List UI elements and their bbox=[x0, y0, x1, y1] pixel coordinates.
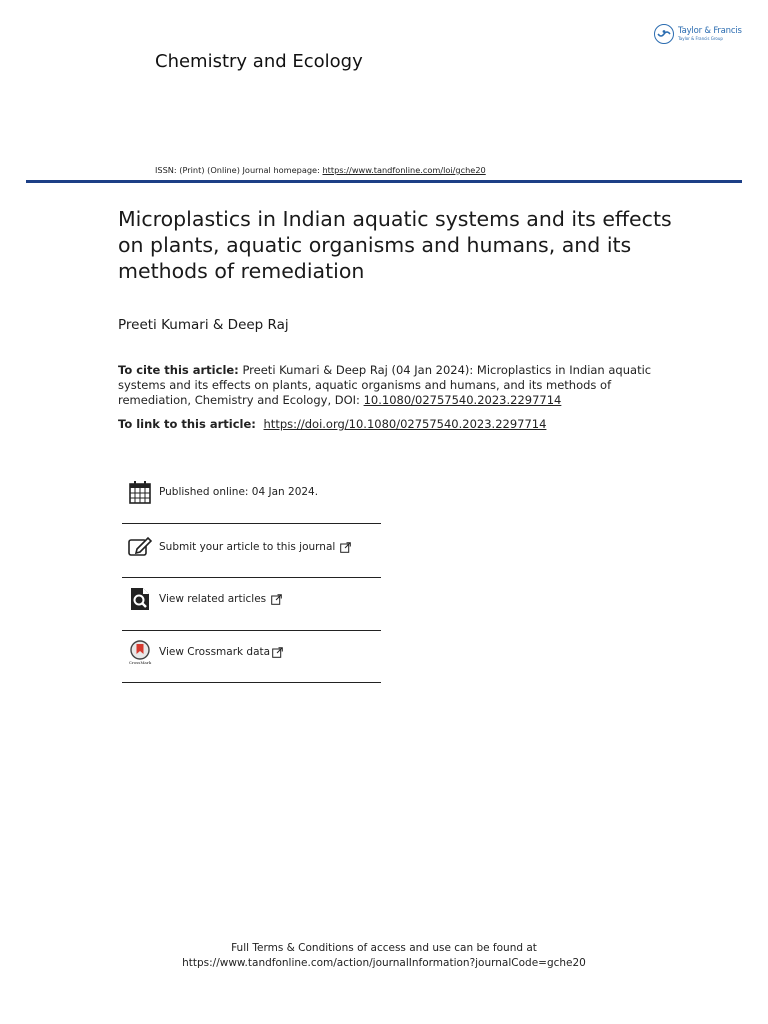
footer bbox=[0, 941, 768, 971]
article-link-label: To link to this article: bbox=[118, 417, 260, 431]
issn-line bbox=[155, 165, 486, 175]
header-rule bbox=[26, 180, 742, 183]
journal-homepage-link[interactable]: https://www.tandfonline.com/loi/gche20 bbox=[322, 165, 486, 175]
published-online-item bbox=[122, 478, 381, 506]
footer-terms-text: Full Terms & Conditions of access and use can be found at bbox=[231, 942, 537, 954]
taylor-francis-logo-icon bbox=[654, 24, 674, 44]
search-document-icon bbox=[127, 586, 153, 612]
divider bbox=[122, 523, 381, 524]
edit-icon bbox=[127, 534, 153, 560]
divider bbox=[122, 577, 381, 578]
crossmark-icon-text: CrossMark bbox=[128, 659, 152, 665]
crossmark-icon bbox=[127, 639, 153, 665]
article-link-block bbox=[118, 417, 546, 432]
article-authors: Preeti Kumari & Deep Raj bbox=[118, 317, 289, 333]
publisher-logo[interactable] bbox=[654, 21, 754, 47]
related-articles-link[interactable] bbox=[122, 585, 381, 613]
calendar-icon bbox=[127, 479, 153, 505]
publisher-name: Taylor & Francis bbox=[678, 26, 742, 37]
article-doi-url[interactable]: https://doi.org/10.1080/02757540.2023.2297714 bbox=[263, 417, 547, 431]
divider bbox=[122, 682, 381, 683]
crossmark-link[interactable] bbox=[122, 638, 381, 666]
divider bbox=[122, 630, 381, 631]
citation-doi-link[interactable]: 10.1080/02757540.2023.2297714 bbox=[363, 393, 562, 407]
issn-text: ISSN: (Print) (Online) Journal homepage: bbox=[155, 165, 323, 175]
citation-block bbox=[118, 363, 658, 408]
external-link-icon bbox=[271, 594, 282, 605]
citation-text: Preeti Kumari & Deep Raj (04 Jan 2024): Microplastics in Indian aquatic systems and its effects on plants, aquatic organisms and humans, and its methods of remediation, Chemistry and Ecology, DOI: bbox=[118, 363, 652, 407]
submit-article-label: Submit your article to this journal bbox=[159, 541, 336, 553]
journal-title: Chemistry and Ecology bbox=[155, 51, 363, 72]
citation-label: To cite this article: bbox=[118, 363, 239, 377]
footer-terms-url[interactable]: https://www.tandfonline.com/action/journalInformation?journalCode=gche20 bbox=[182, 957, 586, 969]
submit-article-link[interactable] bbox=[122, 533, 381, 561]
crossmark-label: View Crossmark data bbox=[159, 646, 271, 658]
publisher-group: Taylor & Francis Group bbox=[678, 35, 723, 41]
published-online-label: Published online: 04 Jan 2024. bbox=[159, 486, 319, 498]
related-articles-label: View related articles bbox=[159, 593, 267, 605]
external-link-icon bbox=[272, 647, 283, 658]
external-link-icon bbox=[340, 542, 351, 553]
article-title: Microplastics in Indian aquatic systems and its effects on plants, aquatic organisms and humans, and its methods of remediation bbox=[118, 207, 672, 283]
